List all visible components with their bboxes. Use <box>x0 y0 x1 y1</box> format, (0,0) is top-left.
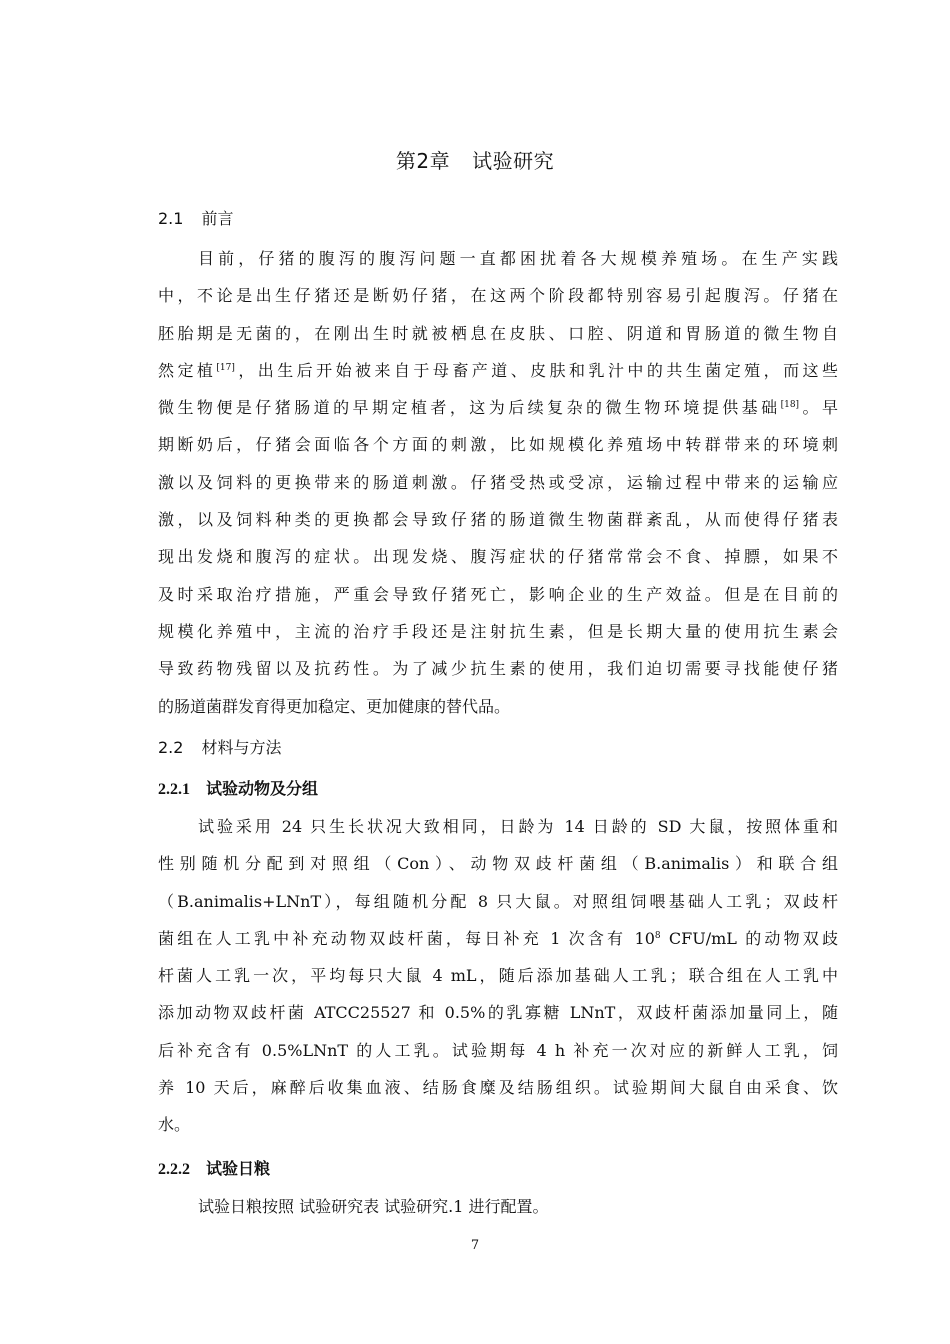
animals-paragraph <box>158 808 838 1144</box>
text-segment: 。早 <box>799 398 838 418</box>
subsection-number: 2.2.2 <box>158 1161 190 1178</box>
text-line <box>158 920 838 957</box>
chapter-title <box>0 145 950 174</box>
text-line: 激，以及饲料种类的更换都会导致仔猪的肠道微生物菌群紊乱，从而使得仔猪表 <box>158 510 838 530</box>
text-line: 激以及饲料的更换带来的肠道刺激。仔猪受热或受凉，运输过程中带来的运输应 <box>158 472 838 492</box>
intro-paragraph <box>158 240 838 725</box>
subsection-title: 试验动物及分组 <box>206 781 319 798</box>
section-number: 2.2 <box>158 738 184 757</box>
text-segment: 菌组在人工乳中补充动物双歧杆菌，每日补充 1 次含有 10 <box>158 928 655 948</box>
section-heading-2-2 <box>158 735 281 758</box>
text-line: 试验采用 24 只生长状况大致相同，日龄为 14 日龄的 SD 大鼠，按照体重和 <box>198 817 838 836</box>
text-line: 规模化养殖中，主流的治疗手段还是注射抗生素，但是长期大量的使用抗生素会 <box>158 621 838 641</box>
text-line: 期断奶后，仔猪会面临各个方面的刺激，比如规模化养殖场中转群带来的环境刺 <box>158 435 838 455</box>
text-line <box>158 352 838 389</box>
text-segment: CFU/mL 的动物双歧 <box>660 928 838 948</box>
text-line: 养 10 天后，麻醉后收集血液、结肠食糜及结肠组织。试验期间大鼠自由采食、饮 <box>158 1078 838 1098</box>
diet-paragraph <box>158 1188 838 1225</box>
citation-18: [18] <box>780 400 800 411</box>
section-number: 2.1 <box>158 209 184 228</box>
text-line: 导致药物残留以及抗药性。为了减少抗生素的使用，我们迫切需要寻找能使仔猪 <box>158 659 838 679</box>
subsection-heading-2-2-1 <box>158 776 318 799</box>
text-line: 性别随机分配到对照组（Con）、动物双歧杆菌组（B.animalis）和联合组 <box>158 854 838 874</box>
page-number: 7 <box>470 1238 480 1253</box>
exponent: 8 <box>654 930 661 941</box>
text-line: 杆菌人工乳一次，平均每只大鼠 4 mL，随后添加基础人工乳；联合组在人工乳中 <box>158 966 838 986</box>
text-line: 目前，仔猪的腹泻的腹泻问题一直都困扰着各大规模养殖场。在生产实践 <box>198 249 838 268</box>
text-segment: 微生物便是仔猪肠道的早期定植者，这为后续复杂的微生物环境提供基础 <box>158 398 781 418</box>
text-line: 中，不论是出生仔猪还是断奶仔猪，在这两个阶段都特别容易引起腹泻。仔猪在 <box>158 286 838 306</box>
text-line: （B.animalis+LNnT），每组随机分配 8 只大鼠。对照组饲喂基础人工乳；双歧杆 <box>158 891 838 911</box>
text-line: 添加动物双歧杆菌 ATCC25527 和 0.5%的乳寡糖 LNnT，双歧杆菌添加量同上，随 <box>158 1003 838 1023</box>
text-line: 试验日粮按照 试验研究表 试验研究.1 进行配置。 <box>198 1197 549 1216</box>
subsection-heading-2-2-2 <box>158 1156 270 1179</box>
text-line: 及时采取治疗措施，严重会导致仔猪死亡，影响企业的生产效益。但是在目前的 <box>158 584 838 604</box>
subsection-title: 试验日粮 <box>206 1161 271 1178</box>
section-heading-2-1 <box>158 206 233 229</box>
subsection-number: 2.2.1 <box>158 781 190 798</box>
text-segment: ，出生后开始被来自于母畜产道、皮肤和乳汁中的共生菌定殖，而这些 <box>234 360 838 380</box>
section-title: 材料与方法 <box>201 738 282 757</box>
text-line: 后补充含有 0.5%LNnT 的人工乳。试验期每 4 h 补充一次对应的新鲜人工乳，饲 <box>158 1040 838 1060</box>
section-title: 前言 <box>201 209 234 228</box>
citation-17: [17] <box>216 362 235 373</box>
text-line: 的肠道菌群发育得更加稳定、更加健康的替代品。 <box>158 696 511 716</box>
chapter-number: 第2章 <box>395 149 451 173</box>
text-line: 胚胎期是无菌的，在刚出生时就被栖息在皮肤、口腔、阴道和胃肠道的微生物自 <box>158 323 838 343</box>
text-line <box>158 389 838 426</box>
chapter-name: 试验研究 <box>472 149 555 173</box>
text-line: 现出发烧和腹泻的症状。出现发烧、腹泻症状的仔猪常常会不食、掉膘，如果不 <box>158 547 838 567</box>
text-segment: 然定植 <box>158 360 217 380</box>
text-line: 水。 <box>158 1115 191 1135</box>
